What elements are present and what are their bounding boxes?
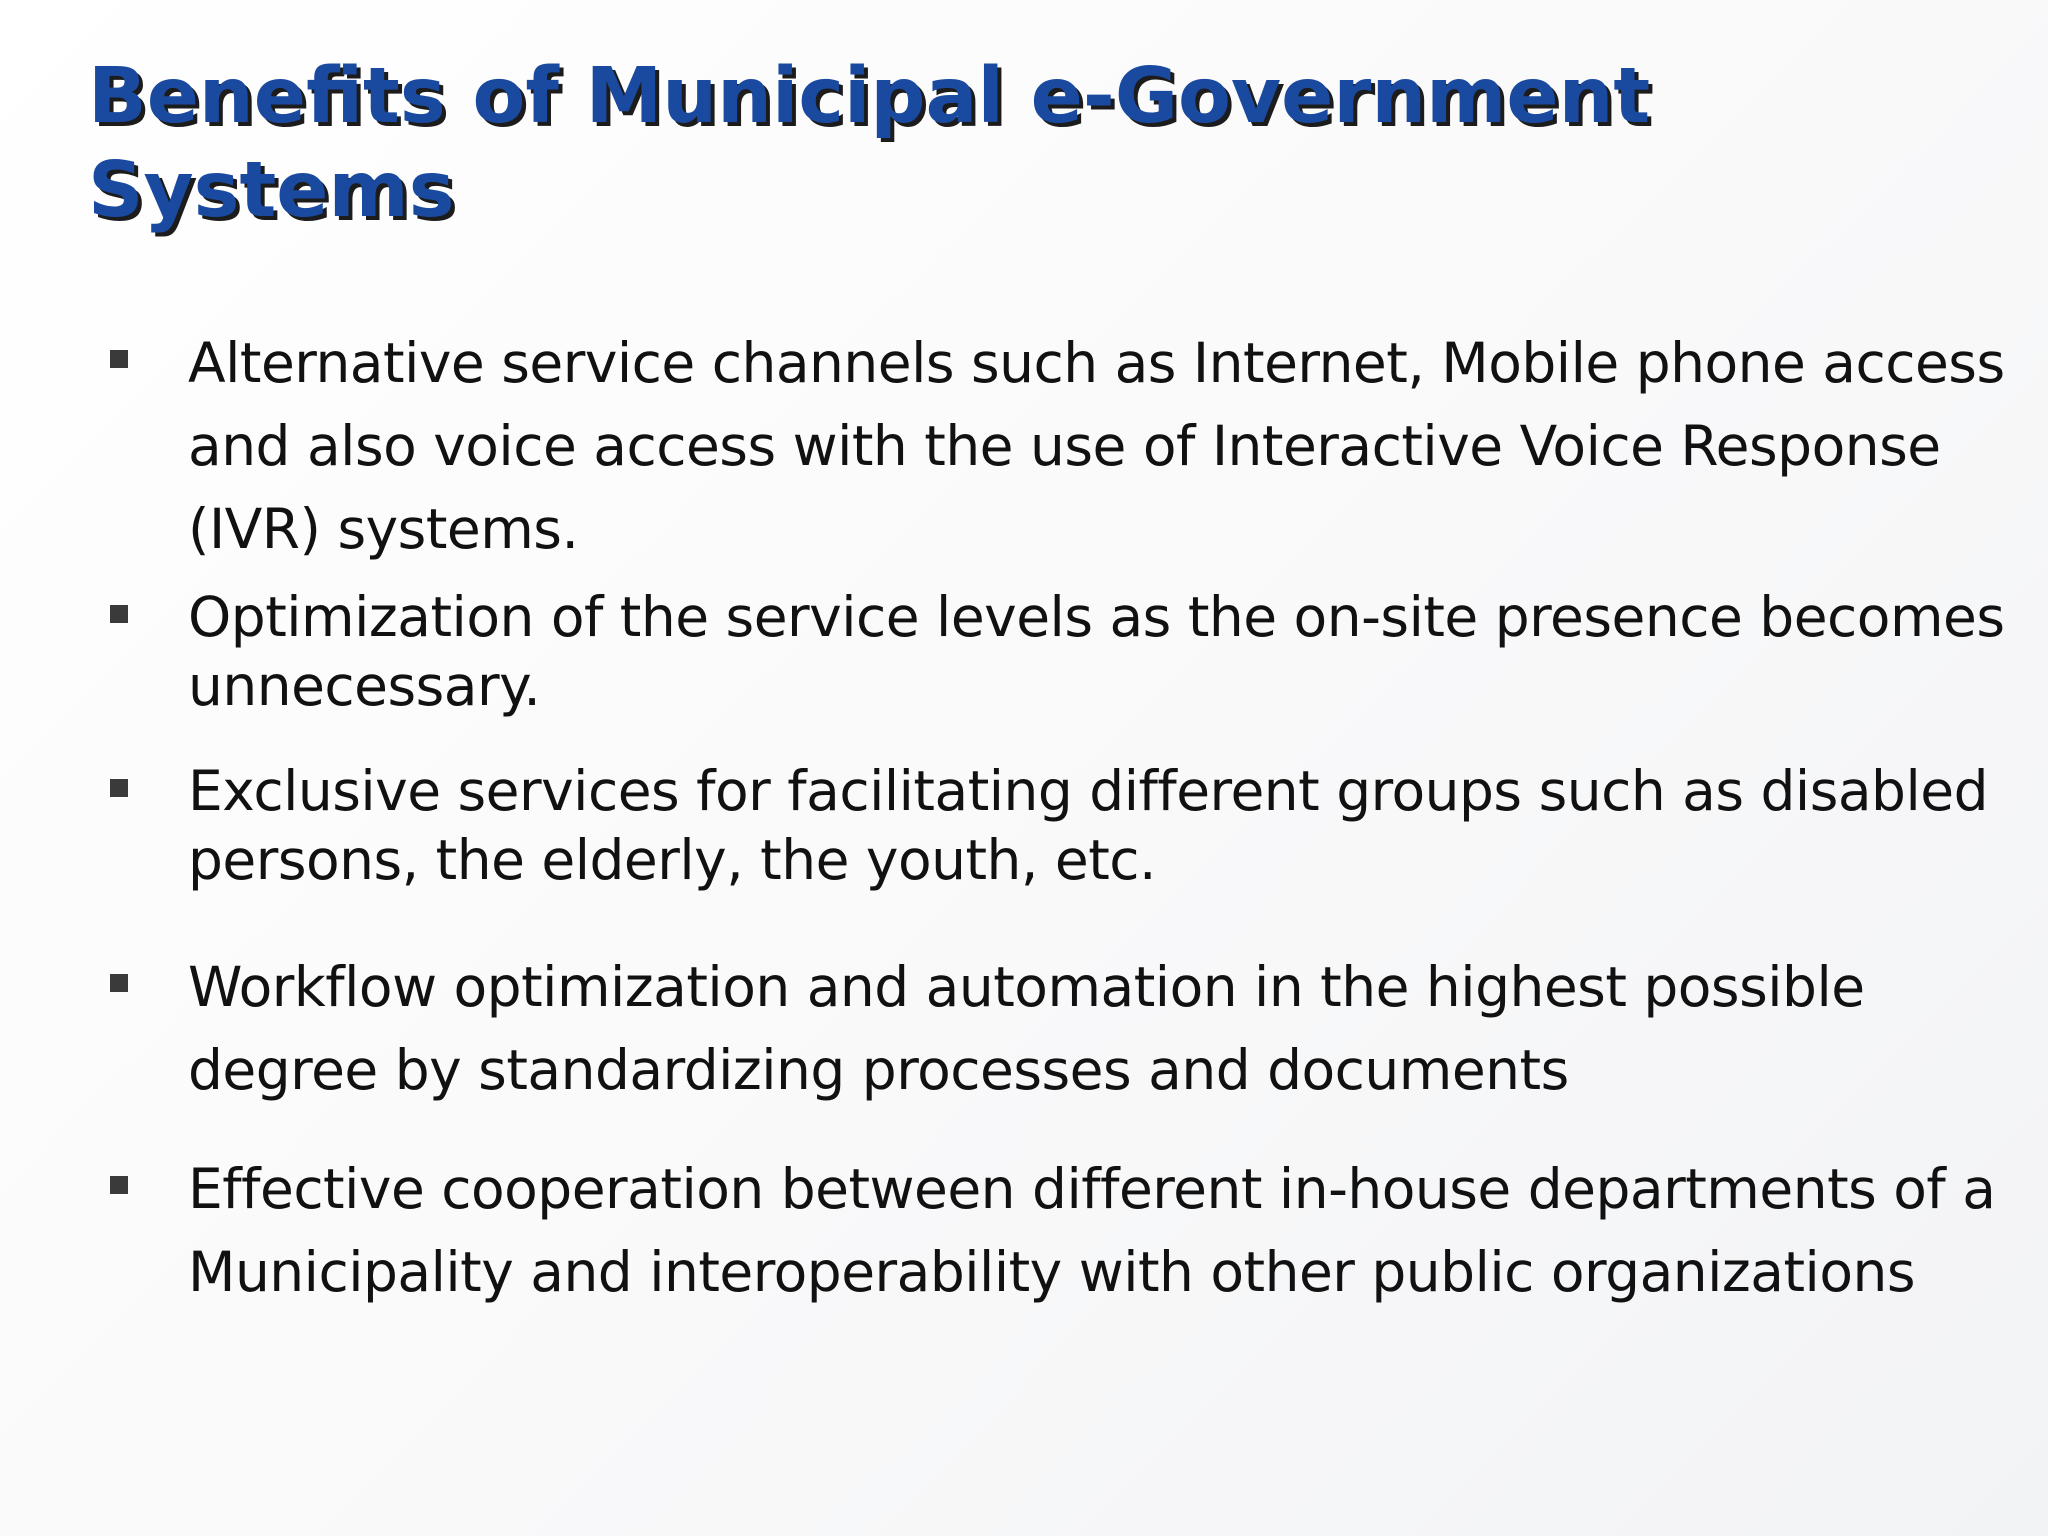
square-bullet-icon xyxy=(110,350,128,368)
list-item xyxy=(108,946,2008,1112)
bullet-text: Workflow optimization and automation in the highest possible degree by standardizing processes and documents xyxy=(188,955,1865,1102)
square-bullet-icon xyxy=(110,1176,128,1194)
bullet-text: Alternative service channels such as Internet, Mobile phone access and also voice access with the use of Interactive Voice Response (IVR) systems. xyxy=(188,331,2005,561)
bullet-text: Effective cooperation between different in-house departments of a Municipality and interoperability with other public organizations xyxy=(188,1157,1996,1304)
bullet-text: Optimization of the service levels as the on-site presence becomes unnecessary. xyxy=(188,585,2005,718)
list-item xyxy=(108,1148,2008,1314)
slide-title: Benefits of Municipal e-Government Systems xyxy=(88,52,1651,235)
square-bullet-icon xyxy=(110,974,128,992)
list-item xyxy=(108,757,2008,895)
bullet-list xyxy=(108,322,2008,1314)
list-item xyxy=(108,583,2008,721)
bullet-text: Exclusive services for facilitating different groups such as disabled persons, the elderly, the youth, etc. xyxy=(188,759,1988,892)
square-bullet-icon xyxy=(110,779,128,797)
list-item xyxy=(108,322,2008,571)
square-bullet-icon xyxy=(110,605,128,623)
